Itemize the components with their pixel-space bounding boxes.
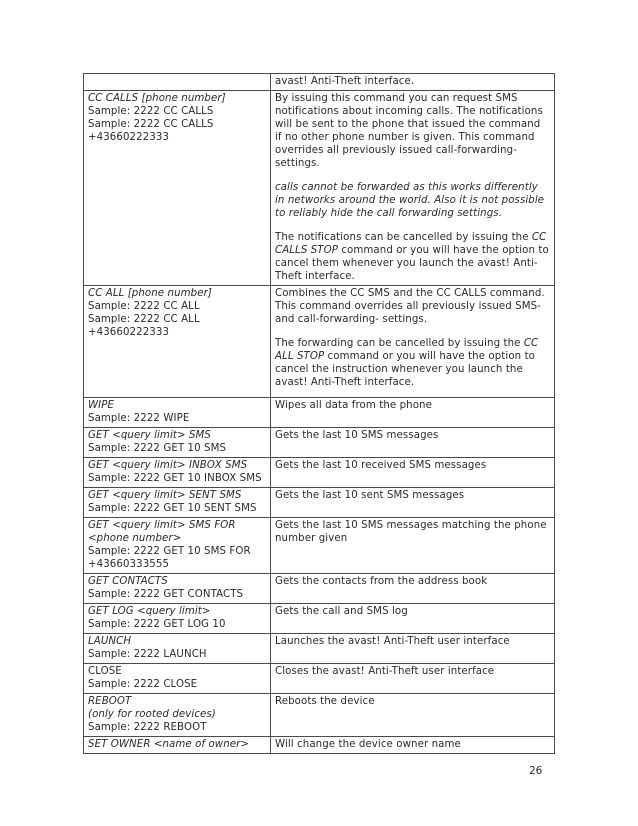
- description-text-part: The forwarding can be cancelled by issuing the: [275, 338, 524, 349]
- command-cell: [84, 518, 271, 574]
- command-note: (only for rooted devices): [88, 709, 216, 720]
- description-text: Gets the contacts from the address book: [275, 576, 488, 587]
- command-syntax: CC CALLS [phone number]: [88, 93, 226, 104]
- command-sample: Sample: 2222 GET 10 SMS: [88, 443, 227, 454]
- description-text: By issuing this command you can request SMS notifications about incoming calls. The notifications will be sent to the phone that issued the command if no other phone number is given. This command overrides all previously issued call-forwarding-settings.: [275, 93, 543, 169]
- command-syntax: CC ALL [phone number]: [88, 288, 212, 299]
- description-text: Gets the call and SMS log: [275, 606, 408, 617]
- table-row: [84, 574, 555, 604]
- description-text: Reboots the device: [275, 696, 375, 707]
- description-cell: [271, 664, 555, 694]
- description-text: Gets the last 10 SMS messages: [275, 430, 439, 441]
- description-cell: [271, 91, 555, 286]
- command-syntax: CLOSE: [88, 666, 122, 677]
- description-cell: [271, 694, 555, 737]
- command-cell: [84, 604, 271, 634]
- command-sample: Sample: 2222 CC ALL: [88, 314, 200, 325]
- inline-command: CC ALL STOP: [275, 338, 539, 362]
- command-cell: [84, 634, 271, 664]
- command-cell: [84, 458, 271, 488]
- command-cell: [84, 488, 271, 518]
- table-row: [84, 91, 555, 286]
- table-row: [84, 664, 555, 694]
- command-cell: [84, 664, 271, 694]
- table-row: [84, 694, 555, 737]
- command-cell: [84, 574, 271, 604]
- command-syntax: GET <query limit> SMS FOR <phone number>: [88, 520, 236, 544]
- description-cell: [271, 737, 555, 754]
- description-cell: [271, 604, 555, 634]
- description-text: Launches the avast! Anti-Theft user interface: [275, 636, 510, 647]
- table-row: [84, 286, 555, 398]
- command-sample: Sample: 2222 REBOOT: [88, 722, 207, 733]
- description-cell: [271, 398, 555, 428]
- command-syntax: SET OWNER <name of owner>: [88, 739, 250, 750]
- table-row: [84, 737, 555, 754]
- description-text: avast! Anti-Theft interface.: [275, 76, 415, 87]
- description-text-part: The notifications can be cancelled by issuing the: [275, 232, 532, 243]
- command-sample: Sample: 2222 GET CONTACTS: [88, 589, 244, 600]
- command-sample: Sample: 2222 LAUNCH: [88, 649, 207, 660]
- table-row: [84, 634, 555, 664]
- description-text: Closes the avast! Anti-Theft user interface: [275, 666, 495, 677]
- command-sample: Sample: 2222 CC ALL: [88, 301, 200, 312]
- command-cell: [84, 91, 271, 286]
- command-sample: Sample: 2222 GET 10 SMS FOR +43660333555: [88, 546, 251, 570]
- description-cell: [271, 458, 555, 488]
- description-text: Gets the last 10 received SMS messages: [275, 460, 487, 471]
- description-text-part: command or you will have the option to cancel them whenever you launch the avast! Anti-Theft interface.: [275, 245, 549, 282]
- description-note: calls cannot be forwarded as this works differently in networks around the world. Also it is not possible to reliably hide the call forwarding settings.: [275, 182, 545, 219]
- command-syntax: GET LOG <query limit>: [88, 606, 211, 617]
- description-text: Will change the device owner name: [275, 739, 461, 750]
- description-text-part: command or you will have the option to cancel the instruction whenever you launch the avast! Anti-Theft interface.: [275, 351, 535, 388]
- description-text: Wipes all data from the phone: [275, 400, 432, 411]
- command-cell: [84, 428, 271, 458]
- command-syntax: GET CONTACTS: [88, 576, 168, 587]
- command-cell: [84, 694, 271, 737]
- table-row: [84, 398, 555, 428]
- command-syntax: WIPE: [88, 400, 115, 411]
- inline-command: CC CALLS STOP: [275, 232, 547, 256]
- description-cell: [271, 286, 555, 398]
- table-row: [84, 518, 555, 574]
- table-row: [84, 604, 555, 634]
- command-sample: Sample: 2222 GET 10 INBOX SMS: [88, 473, 262, 484]
- table-row: [84, 428, 555, 458]
- commands-table: [83, 73, 555, 754]
- description-cell: [271, 74, 555, 91]
- command-syntax: GET <query limit> SMS: [88, 430, 211, 441]
- command-sample: Sample: 2222 CC CALLS: [88, 106, 214, 117]
- command-syntax: REBOOT: [88, 696, 132, 707]
- command-cell: [84, 737, 271, 754]
- command-cell: [84, 74, 271, 91]
- command-syntax: LAUNCH: [88, 636, 132, 647]
- command-cell: [84, 286, 271, 398]
- command-sample: Sample: 2222 GET 10 SENT SMS: [88, 503, 257, 514]
- page-number: 26: [529, 765, 543, 777]
- table-row: [84, 458, 555, 488]
- table-row: [84, 488, 555, 518]
- table-row: [84, 74, 555, 91]
- command-sample: Sample: 2222 WIPE: [88, 413, 190, 424]
- command-syntax: GET <query limit> SENT SMS: [88, 490, 242, 501]
- description-text: Gets the last 10 sent SMS messages: [275, 490, 465, 501]
- description-text: Combines the CC SMS and the CC CALLS command. This command overrides all previously issued SMS- and call-forwarding- settings.: [275, 288, 545, 325]
- command-sample: Sample: 2222 GET LOG 10: [88, 619, 226, 630]
- command-sample: +43660222333: [88, 132, 170, 143]
- command-cell: [84, 398, 271, 428]
- description-text: Gets the last 10 SMS messages matching the phone number given: [275, 520, 547, 544]
- description-cell: [271, 634, 555, 664]
- description-text: [275, 231, 550, 283]
- command-sample: Sample: 2222 CLOSE: [88, 679, 198, 690]
- description-cell: [271, 574, 555, 604]
- command-syntax: GET <query limit> INBOX SMS: [88, 460, 248, 471]
- description-text: [275, 337, 550, 389]
- description-cell: [271, 488, 555, 518]
- command-sample: Sample: 2222 CC CALLS: [88, 119, 214, 130]
- description-cell: [271, 428, 555, 458]
- description-cell: [271, 518, 555, 574]
- command-sample: +43660222333: [88, 327, 170, 338]
